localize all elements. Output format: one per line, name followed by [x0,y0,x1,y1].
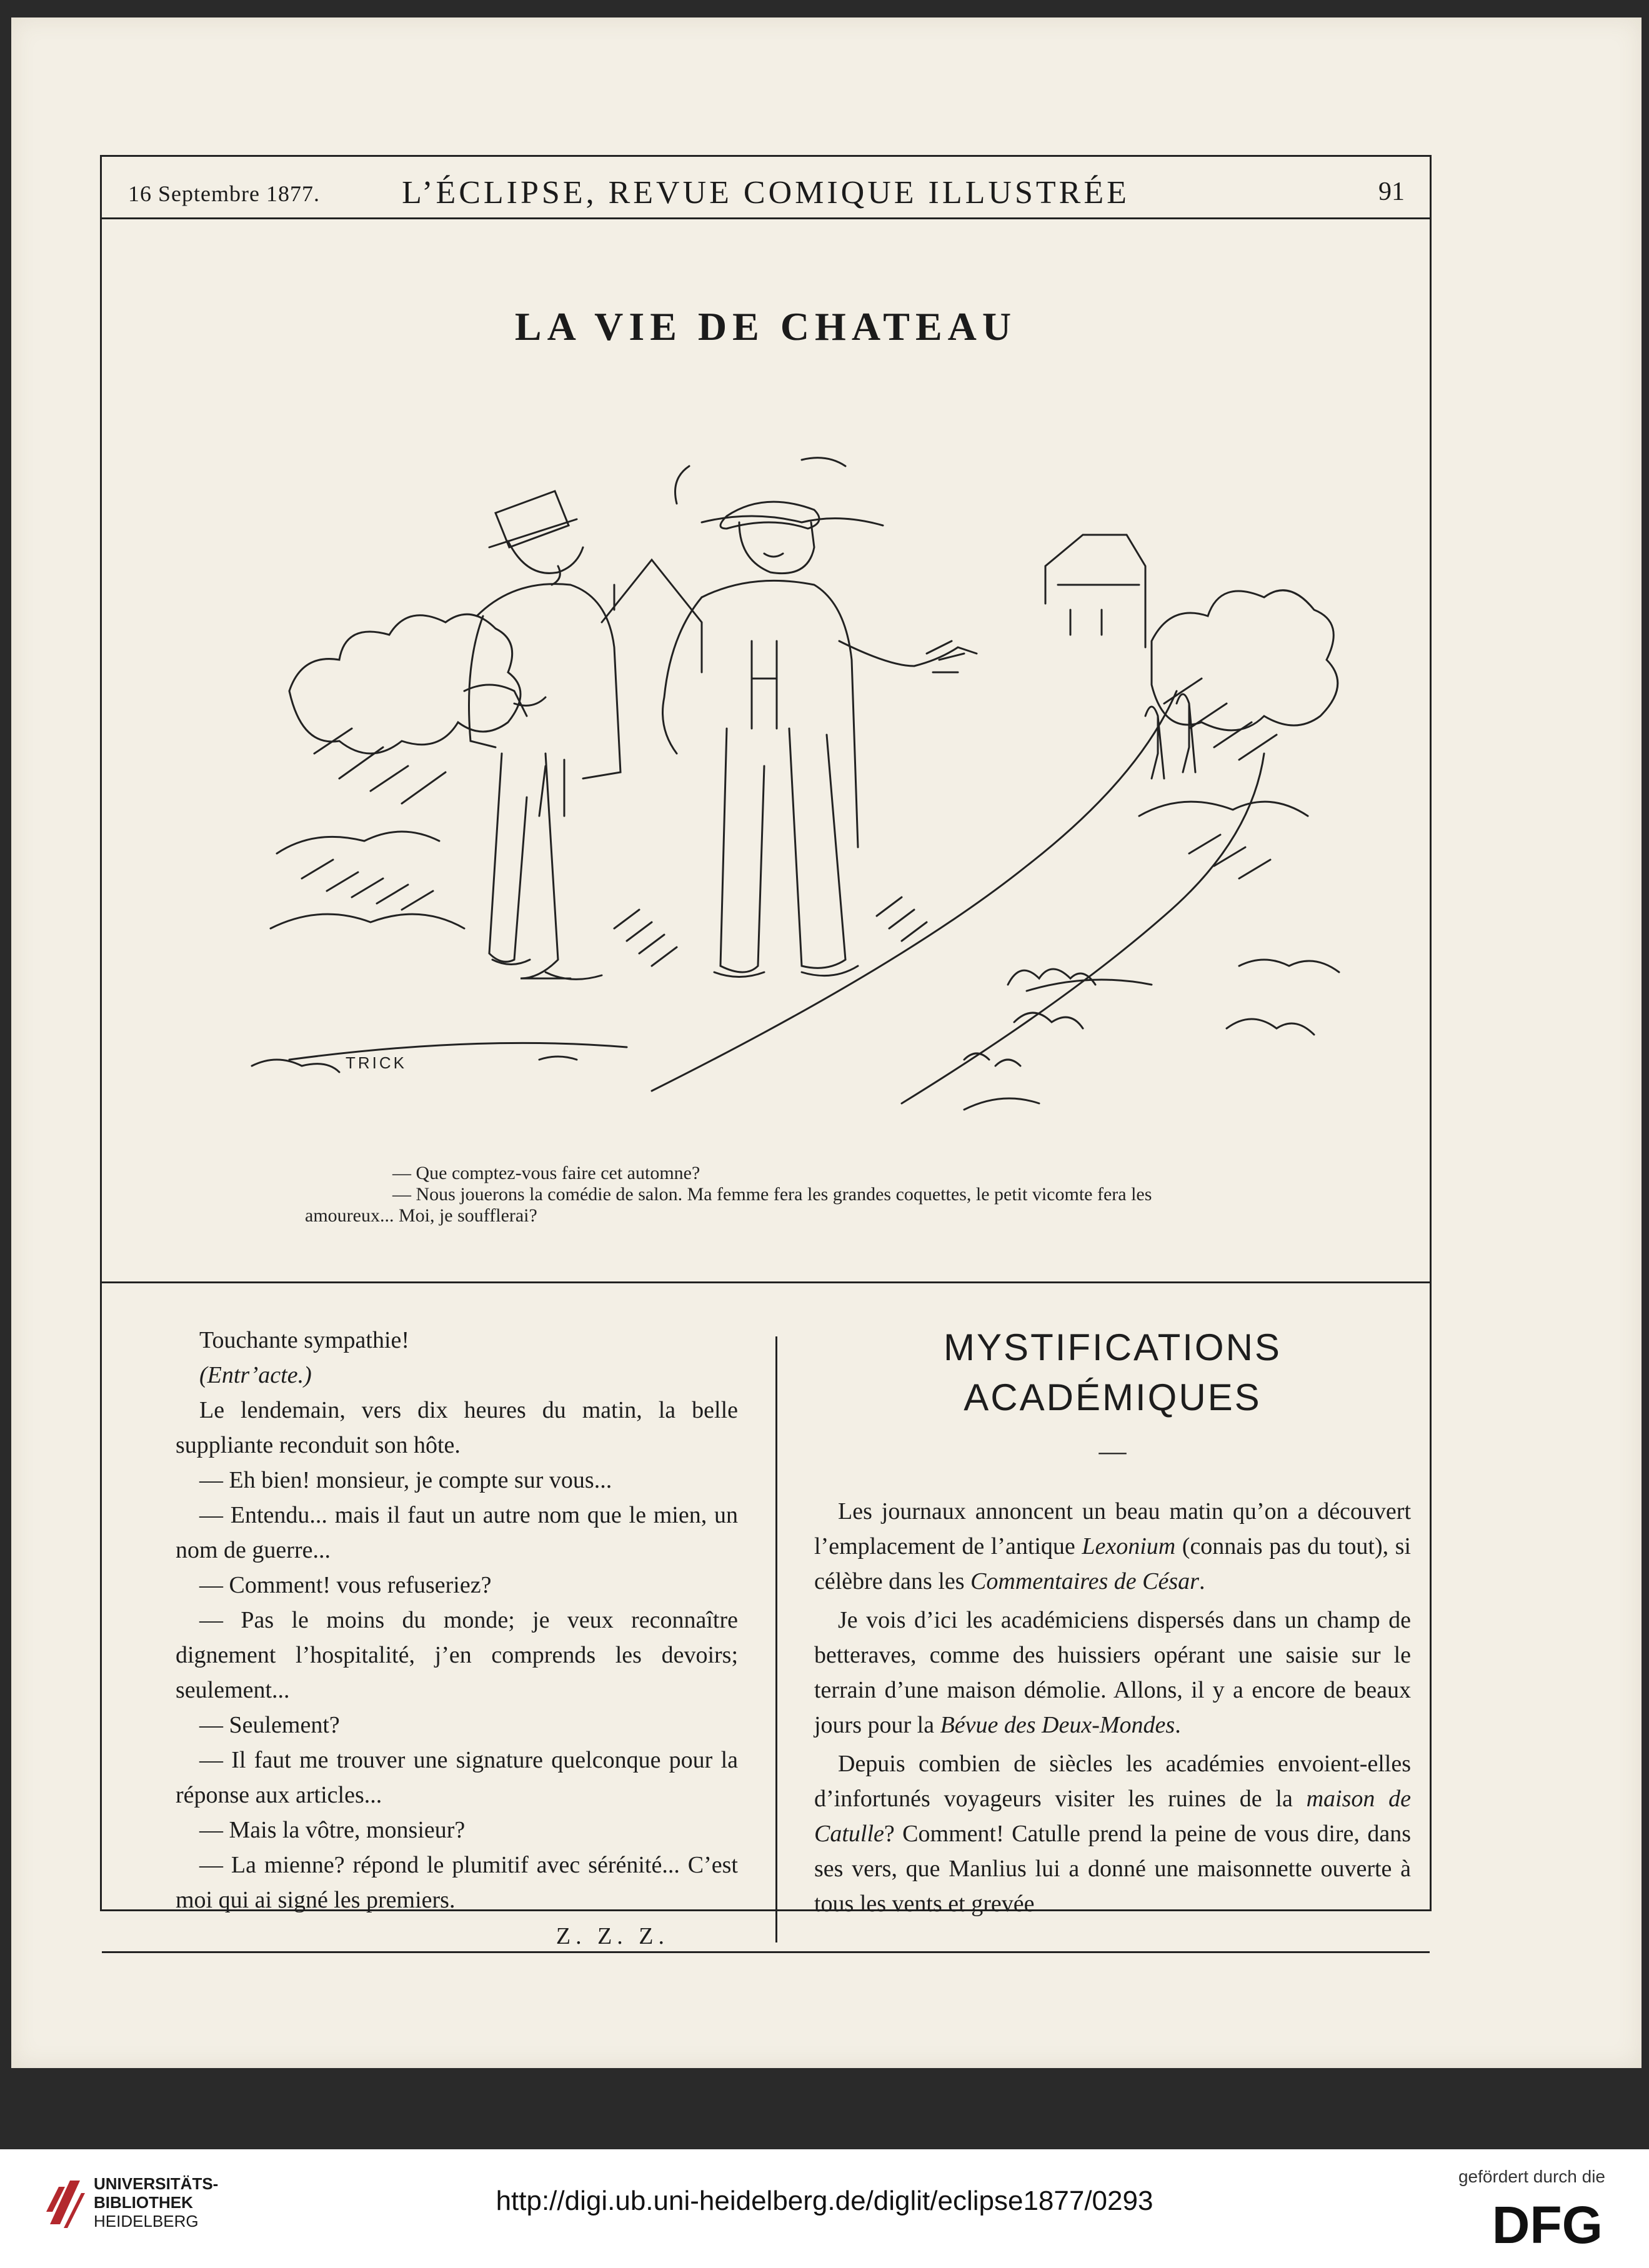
svg-text:DFG: DFG [1492,2198,1603,2248]
left-column [176,1323,738,1954]
paragraph: — Il faut me trouver une signature quelconque pour la réponse aux articles... [176,1747,738,1808]
permalink[interactable] [0,2186,1649,2217]
illustration-title: LA VIE DE CHATEAU [514,304,1017,349]
article-heading: MYSTIFICATIONS ACADÉMIQUES [944,1326,1282,1418]
illustration-caption [305,1163,1398,1226]
column-divider [775,1336,777,1942]
paragraph: — Pas le moins du monde; je veux reconnaître dignement l’hospitalité, j’en comprends les devoirs; seulement... [176,1607,738,1703]
heading-separator: — [1099,1436,1127,1466]
paragraph: — Comment! vous refuseriez? [199,1572,492,1598]
journal-title: L’ÉCLIPSE, REVUE COMIQUE ILLUSTRÉE [402,175,1130,211]
newspaper-page [11,17,1642,2068]
paragraph: Touchante sympathie! [199,1327,410,1353]
artist-signature: TRICK [346,1053,407,1072]
paragraph: Je vois d’ici les académiciens dispersés dans un champ de betteraves, comme des huissiers opérant une saisie sur le terrain d’une maison démolie. Allons, il y a encore de beaux jours pour la Bévue des Deux-Mondes. [814,1607,1411,1738]
library-name: UNIVERSITÄTS- BIBLIOTHEK HEIDELBERG [94,2174,219,2231]
author-signature: Z. Z. Z. [555,1923,669,1949]
page-number: 91 [1378,177,1405,206]
paragraph: — Eh bien! monsieur, je compte sur vous... [199,1467,612,1493]
paragraph: — Entendu... mais il faut un autre nom que le mien, un nom de guerre... [176,1502,738,1563]
digitization-footer [0,2149,1649,2268]
caption-line: amoureux... Moi, je soufflerai? [305,1205,537,1226]
caricature-drawing [214,379,1377,1116]
paragraph: — La mienne? répond le plumitif avec sérénité... C’est moi qui ai signé les premiers. [176,1852,738,1913]
issue-date: 16 Septembre 1877. [128,181,320,206]
illustration [214,379,1377,1116]
right-column [814,1323,1411,1925]
paragraph: Les journaux annoncent un beau matin qu’on a découvert l’emplacement de l’antique Lexonium (connais pas du tout), si célèbre dans les Commentaires de César. [814,1498,1411,1594]
paragraph: Depuis combien de siècles les académies envoient-elles d’infortunés voyageurs visiter les ruines de la maison de Catulle? Comment! Catulle prend la peine de vous dire, dans ses vers, que Manlius lui a donné une maisonnette ouverte à tous les vents et grevée [814,1751,1411,1917]
paragraph: — Mais la vôtre, monsieur? [199,1817,466,1843]
paragraph: — Seulement? [199,1712,340,1738]
paragraph: (Entr’acte.) [199,1362,312,1388]
page-header [102,157,1430,219]
page-frame [100,155,1432,1949]
paragraph: Le lendemain, vers dix heures du matin, la belle suppliante reconduit son hôte. [176,1397,738,1458]
caption-line: — Que comptez-vous faire cet automne? [392,1163,700,1183]
permalink-link[interactable]: http://digi.ub.uni-heidelberg.de/diglit/eclipse1877/0293 [496,2186,1153,2216]
dfg-logo-icon [1455,2198,1605,2248]
section-divider [102,1281,1430,1283]
caption-line: — Nous jouerons la comédie de salon. Ma femme fera les grandes coquettes, le petit vicomte fera les [392,1184,1152,1205]
sponsor-text: gefördert durch die [1458,2167,1605,2186]
